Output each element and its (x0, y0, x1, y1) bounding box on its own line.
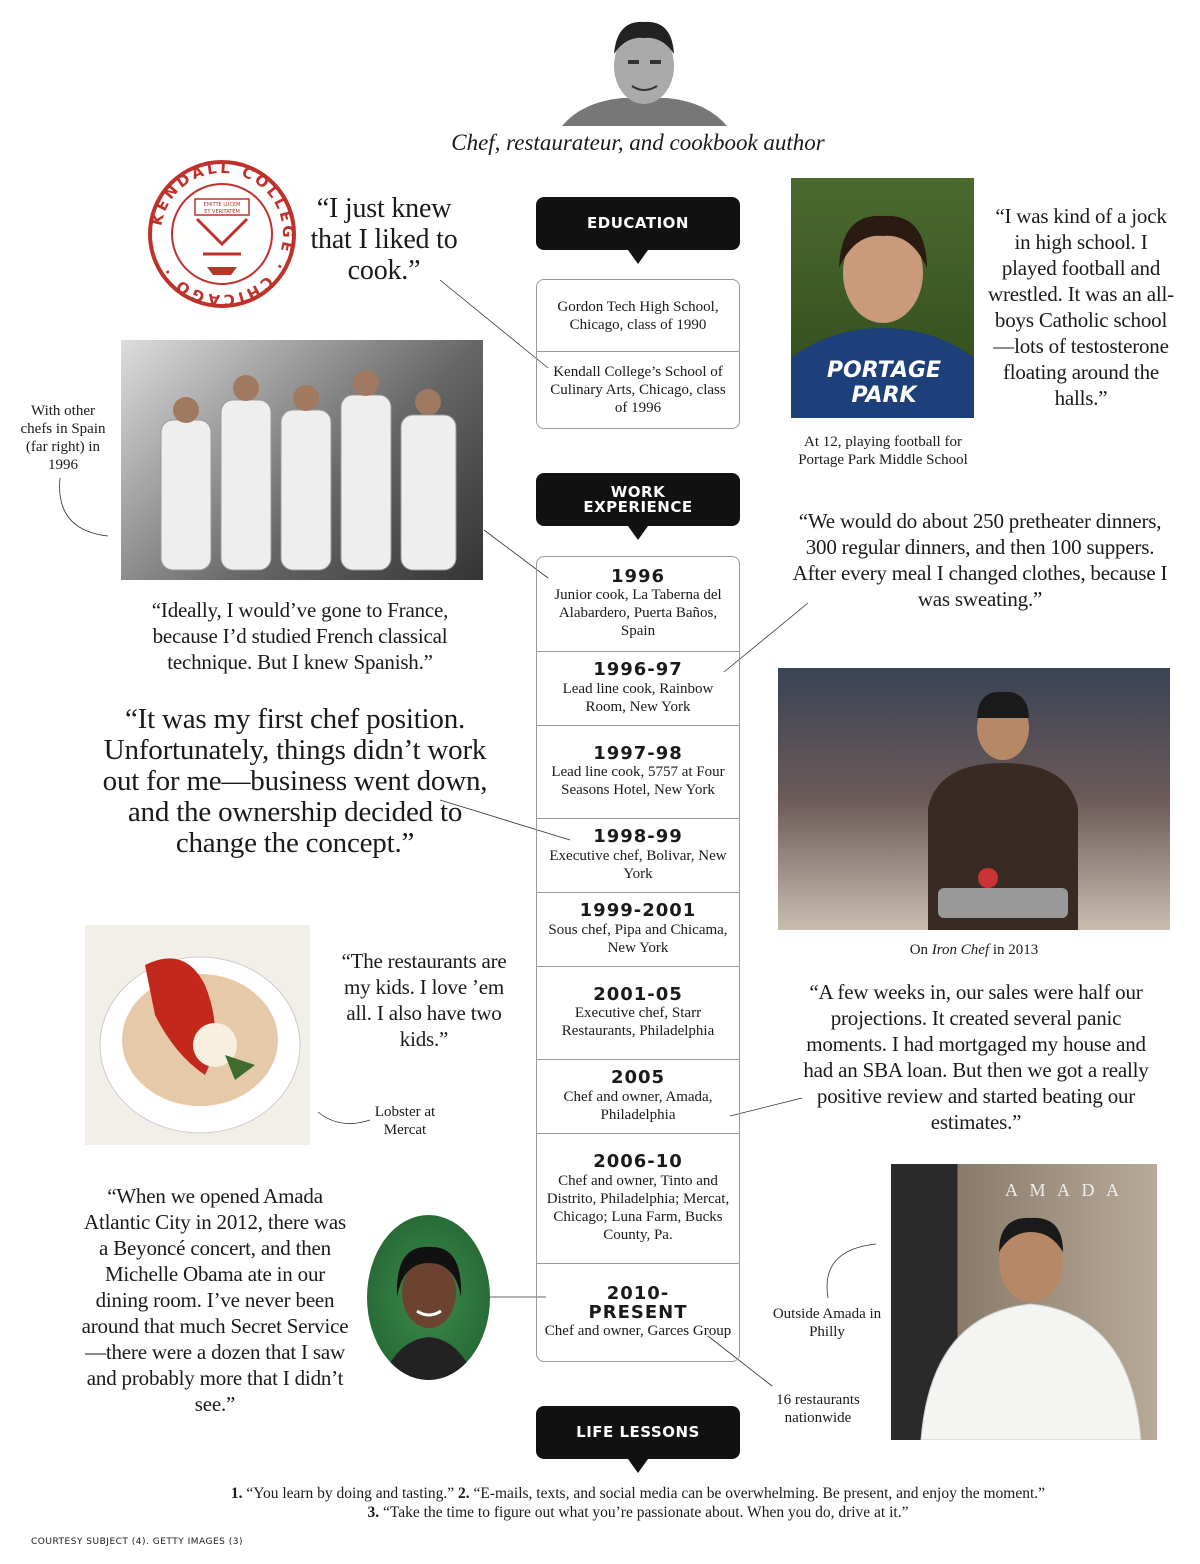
work-description: Executive chef, Starr Restaurants, Philadelphia (561, 1005, 715, 1040)
work-year: 1999-2001 (579, 900, 697, 922)
work-year: 2010-PRESENT (588, 1282, 688, 1323)
work-year: 2001-05 (593, 983, 683, 1005)
work-description: Chef and owner, Tinto and Distrito, Philadelphia; Mercat, Chicago; Luna Farm, Bucks County, Pa. (546, 1172, 730, 1243)
work-header-line1: WORK (610, 482, 666, 501)
lesson: “E-mails, texts, and social media can be overwhelming. Be present, and enjoy the moment.” (473, 1485, 1046, 1502)
photo-football (791, 178, 974, 418)
lesson: “You learn by doing and tasting.” (246, 1485, 455, 1502)
work-year: 2005 (610, 1067, 666, 1089)
work-entry (537, 1059, 739, 1133)
work-entry (537, 725, 739, 818)
work-description: Chef and owner, Garces Group (544, 1323, 732, 1340)
chef-portrait (562, 14, 727, 126)
photo-iron-chef (778, 668, 1170, 930)
caption-spain: With other chefs in Spain (far right) in 1996 (20, 403, 106, 473)
caption-text: in 2013 (989, 942, 1039, 958)
photo-lobster (85, 925, 310, 1145)
lesson: “Take the time to figure out what you’re passionate about. When you do, drive at it.” (383, 1503, 909, 1521)
work-entry (537, 651, 739, 725)
education-header: EDUCATION (536, 197, 740, 250)
work-description: Chef and owner, Amada, Philadelphia (563, 1088, 713, 1123)
work-description: Lead line cook, 5757 at Four Seasons Hotel, New York (551, 764, 725, 799)
caption-text: On (909, 942, 932, 958)
life-lessons-header: LIFE LESSONS (536, 1406, 740, 1459)
work-entry (537, 1133, 739, 1263)
lesson-number: 3. (367, 1503, 380, 1521)
quote-dinners: “We would do about 250 pretheater dinners, 300 regular dinners, and then 100 suppers. After every meal I changed clothes, because I was sweating.” (792, 509, 1168, 612)
jersey-text: PORTAGE PARK (826, 358, 942, 408)
work-description: Lead line cook, Rainbow Room, New York (562, 680, 714, 715)
kendall-college-seal (147, 159, 297, 309)
work-entry (537, 1263, 739, 1361)
photo-credit: COURTESY SUBJECT (4). GETTY IMAGES (3) (31, 1537, 243, 1547)
work-description: Sous chef, Pipa and Chicama, New York (548, 921, 728, 956)
work-experience-box (536, 556, 740, 1362)
quote-sales: “A few weeks in, our sales were half our projections. It created several panic moments. I had mortgaged my house and had an SBA loan. But then we got a really positive review and started beating our estimates.” (803, 980, 1149, 1135)
quote-france: “Ideally, I would’ve gone to France, because I’d studied French classical technique. But I knew Spanish.” (151, 598, 449, 675)
work-entry (537, 557, 739, 651)
work-entry (537, 818, 739, 892)
work-year: 1998-99 (593, 826, 683, 848)
show-title: Iron Chef (931, 942, 990, 958)
work-header-line2: EXPERIENCE (583, 497, 693, 516)
svg-text:ET VERITATEM: ET VERITATEM (204, 209, 240, 215)
caption-lobster: Lobster at Mercat (374, 1104, 436, 1138)
quote-first-chef: “It was my first chef position. Unfortunately, things didn’t work out for me—business went down, and the ownership decided to change the concept.” (102, 703, 488, 860)
lesson-number: 1. (230, 1485, 243, 1502)
lesson-number: 2. (457, 1485, 470, 1502)
quote-obama: “When we opened Amada Atlantic City in 2012, there was a Beyoncé concert, and then Michelle Obama ate in our dining room. I’ve never been around that much Secret Service—there were a dozen that I saw and probably more that I didn’t see.” (81, 1184, 349, 1417)
svg-text:KENDALL COLLEGE · CHICAGO ·: KENDALL COLLEGE · CHICAGO · (147, 159, 297, 309)
photo-michelle-obama (367, 1215, 490, 1380)
work-experience-header (536, 473, 740, 526)
work-entry (537, 966, 739, 1059)
work-year: 1997-98 (593, 742, 683, 764)
education-item: Gordon Tech High School, Chicago, class of 1990 (557, 298, 719, 333)
photo-chefs-in-spain (121, 340, 483, 580)
quote-jock: “I was kind of a jock in high school. I played football and wrestled. It was an all-boys Catholic school—lots of testosterone floating around the halls.” (988, 204, 1174, 411)
subtitle: Chef, restaurateur, and cookbook author (451, 130, 825, 155)
work-year: 1996-97 (593, 659, 683, 681)
caption-amada: Outside Amada in Philly (772, 1306, 882, 1340)
education-box (536, 279, 740, 429)
caption-restaurants: 16 restaurants nationwide (776, 1392, 860, 1426)
svg-text:EMITTE LUCEM: EMITTE LUCEM (203, 202, 241, 208)
quote-cook: “I just knew that I liked to cook.” (310, 193, 458, 286)
work-year: 2006-10 (593, 1151, 683, 1173)
work-year: 1996 (610, 565, 666, 587)
work-entry (537, 892, 739, 966)
caption-football: At 12, playing football for Portage Park Middle School (798, 434, 968, 468)
caption-iron-chef (778, 941, 1170, 959)
education-item: Kendall College’s School of Culinary Arts, Chicago, class of 1996 (537, 351, 739, 428)
quote-kids: “The restaurants are my kids. I love ’em all. I also have two kids.” (341, 949, 507, 1052)
amada-sign: A M A D A (1004, 1180, 1124, 1200)
work-description: Junior cook, La Taberna del Alabardero, Puerta Baños, Spain (554, 587, 722, 640)
photo-outside-amada (891, 1164, 1157, 1440)
work-description: Executive chef, Bolivar, New York (549, 847, 727, 882)
life-lessons-list (100, 1485, 1176, 1522)
